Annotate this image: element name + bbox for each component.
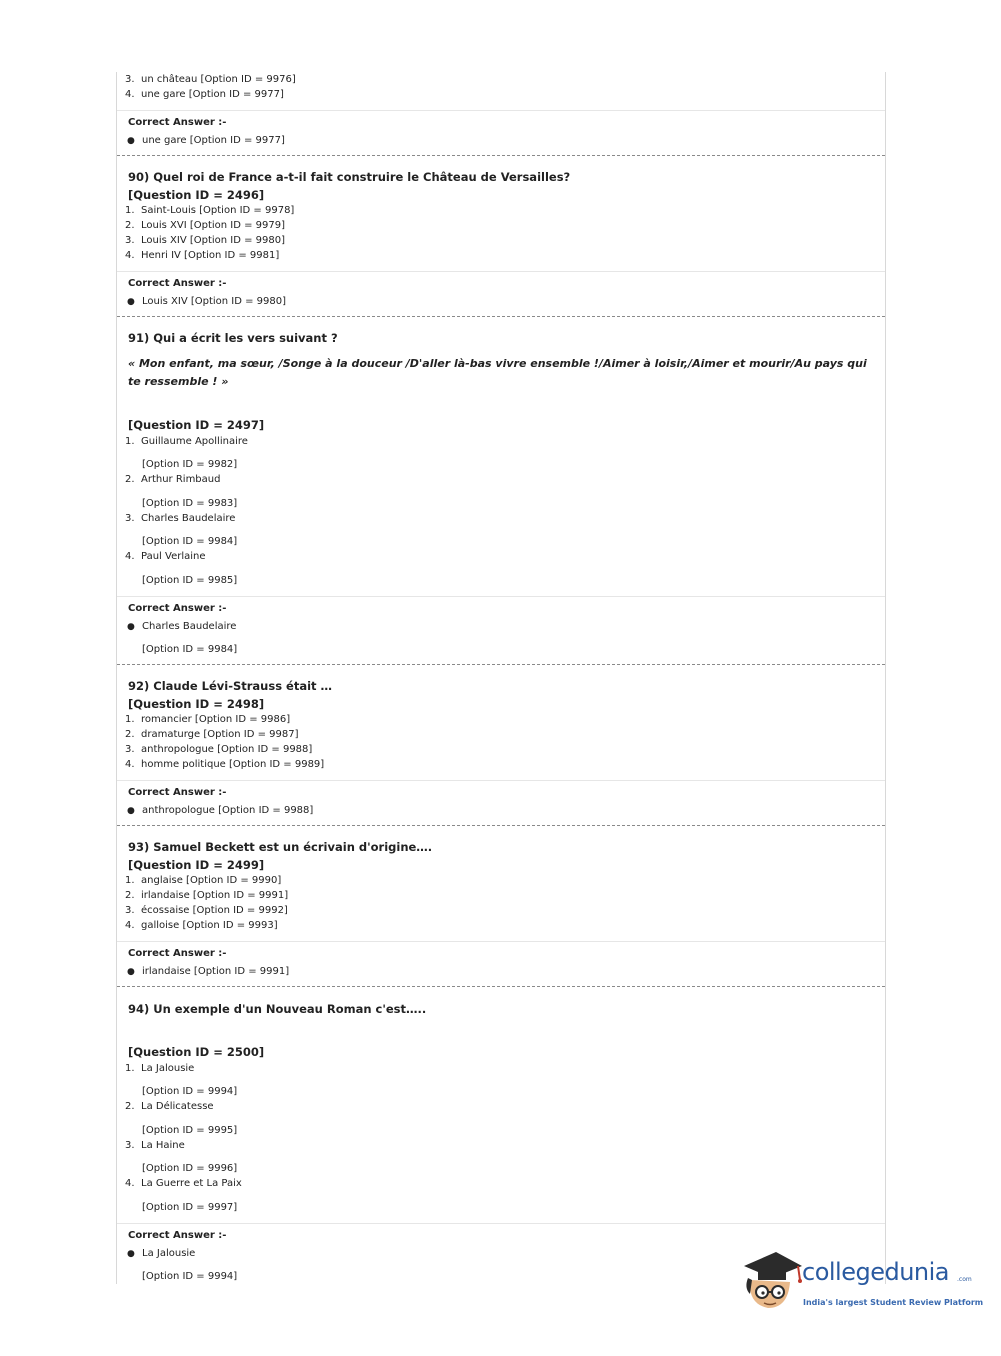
option-item: 2. irlandaise [Option ID = 9991] (125, 890, 289, 901)
option-item: 1. Saint-Louis [Option ID = 9978] (125, 205, 295, 216)
option-item: 4. une gare [Option ID = 9977] (125, 89, 284, 100)
option-item: 4. Paul Verlaine (125, 551, 206, 562)
option-id: [Option ID = 9982] (142, 459, 238, 470)
bullet-icon: ● (127, 297, 135, 307)
question-id: [Question ID = 2496] (128, 188, 265, 202)
correct-answer-label: Correct Answer :- (128, 117, 227, 128)
correct-answer: ● anthropologue [Option ID = 9988] (127, 805, 314, 816)
option-item: 2. La Délicatesse (125, 1101, 214, 1112)
option-id: [Option ID = 9985] (142, 575, 238, 586)
divider (117, 941, 885, 942)
option-item: 1. Guillaume Apollinaire (125, 436, 248, 447)
option-id: [Option ID = 9996] (142, 1163, 238, 1174)
correct-answer: ● irlandaise [Option ID = 9991] (127, 966, 290, 977)
question-title: 91) Qui a écrit les vers suivant ? (128, 331, 338, 345)
option-item: 4. galloise [Option ID = 9993] (125, 920, 278, 931)
correct-answer: ● La Jalousie (127, 1248, 196, 1259)
option-item: 3. un château [Option ID = 9976] (125, 74, 296, 85)
divider (117, 1223, 885, 1224)
option-id: [Option ID = 9984] (142, 536, 238, 547)
bullet-icon: ● (127, 1249, 135, 1259)
option-item: 4. homme politique [Option ID = 9989] (125, 759, 325, 770)
option-item: 4. La Guerre et La Paix (125, 1178, 242, 1189)
option-item: 3. La Haine (125, 1140, 185, 1151)
option-item: 4. Henri IV [Option ID = 9981] (125, 250, 280, 261)
question-separator (117, 986, 885, 987)
option-item: 3. anthropologue [Option ID = 9988] (125, 744, 313, 755)
bullet-icon: ● (127, 967, 135, 977)
divider (117, 780, 885, 781)
option-item: 2. Louis XVI [Option ID = 9979] (125, 220, 286, 231)
correct-answer-label: Correct Answer :- (128, 1230, 227, 1241)
option-item: 1. La Jalousie (125, 1063, 195, 1074)
correct-answer-label: Correct Answer :- (128, 603, 227, 614)
question-title: 93) Samuel Beckett est un écrivain d'origine…. (128, 840, 433, 854)
question-separator (117, 155, 885, 156)
correct-answer: ● Charles Baudelaire (127, 621, 237, 632)
correct-answer: ● une gare [Option ID = 9977] (127, 135, 285, 146)
question-title: 92) Claude Lévi-Strauss était … (128, 679, 333, 693)
option-id: [Option ID = 9984] (142, 644, 238, 655)
option-item: 2. Arthur Rimbaud (125, 474, 221, 485)
question-quote: « Mon enfant, ma sœur, /Songe à la douceur /D'aller là-bas vivre ensemble !/Aimer à loisir,/Aimer et mourir/Au pays qui te ressemble ! » (128, 357, 867, 388)
question-paper (116, 72, 886, 1284)
option-id: [Option ID = 9997] (142, 1202, 238, 1213)
question-title: 90) Quel roi de France a-t-il fait construire le Château de Versailles? (128, 170, 571, 184)
option-item: 3. écossaise [Option ID = 9992] (125, 905, 288, 916)
correct-answer-label: Correct Answer :- (128, 948, 227, 959)
question-id: [Question ID = 2498] (128, 697, 265, 711)
wordmark-suffix: .com (957, 1276, 972, 1283)
option-id: [Option ID = 9994] (142, 1271, 238, 1282)
divider (117, 110, 885, 111)
question-id: [Question ID = 2497] (128, 418, 265, 432)
correct-answer-label: Correct Answer :- (128, 787, 227, 798)
divider (117, 596, 885, 597)
question-title: 94) Un exemple d'un Nouveau Roman c'est….. (128, 1002, 427, 1016)
question-separator (117, 664, 885, 665)
collegedunia-wordmark: collegedunia (802, 1258, 950, 1286)
option-item: 2. dramaturge [Option ID = 9987] (125, 729, 299, 740)
logo-tagline: India's largest Student Review Platform (803, 1298, 984, 1307)
divider (117, 271, 885, 272)
option-id: [Option ID = 9995] (142, 1125, 238, 1136)
question-id: [Question ID = 2499] (128, 858, 265, 872)
question-separator (117, 825, 885, 826)
bullet-icon: ● (127, 806, 135, 816)
option-item: 1. romancier [Option ID = 9986] (125, 714, 291, 725)
question-id: [Question ID = 2500] (128, 1045, 265, 1059)
bullet-icon: ● (127, 622, 135, 632)
option-item: 1. anglaise [Option ID = 9990] (125, 875, 282, 886)
option-item: 3. Charles Baudelaire (125, 513, 236, 524)
correct-answer: ● Louis XIV [Option ID = 9980] (127, 296, 287, 307)
question-separator (117, 316, 885, 317)
option-id: [Option ID = 9983] (142, 498, 238, 509)
option-item: 3. Louis XIV [Option ID = 9980] (125, 235, 286, 246)
correct-answer-label: Correct Answer :- (128, 278, 227, 289)
bullet-icon: ● (127, 136, 135, 146)
option-id: [Option ID = 9994] (142, 1086, 238, 1097)
